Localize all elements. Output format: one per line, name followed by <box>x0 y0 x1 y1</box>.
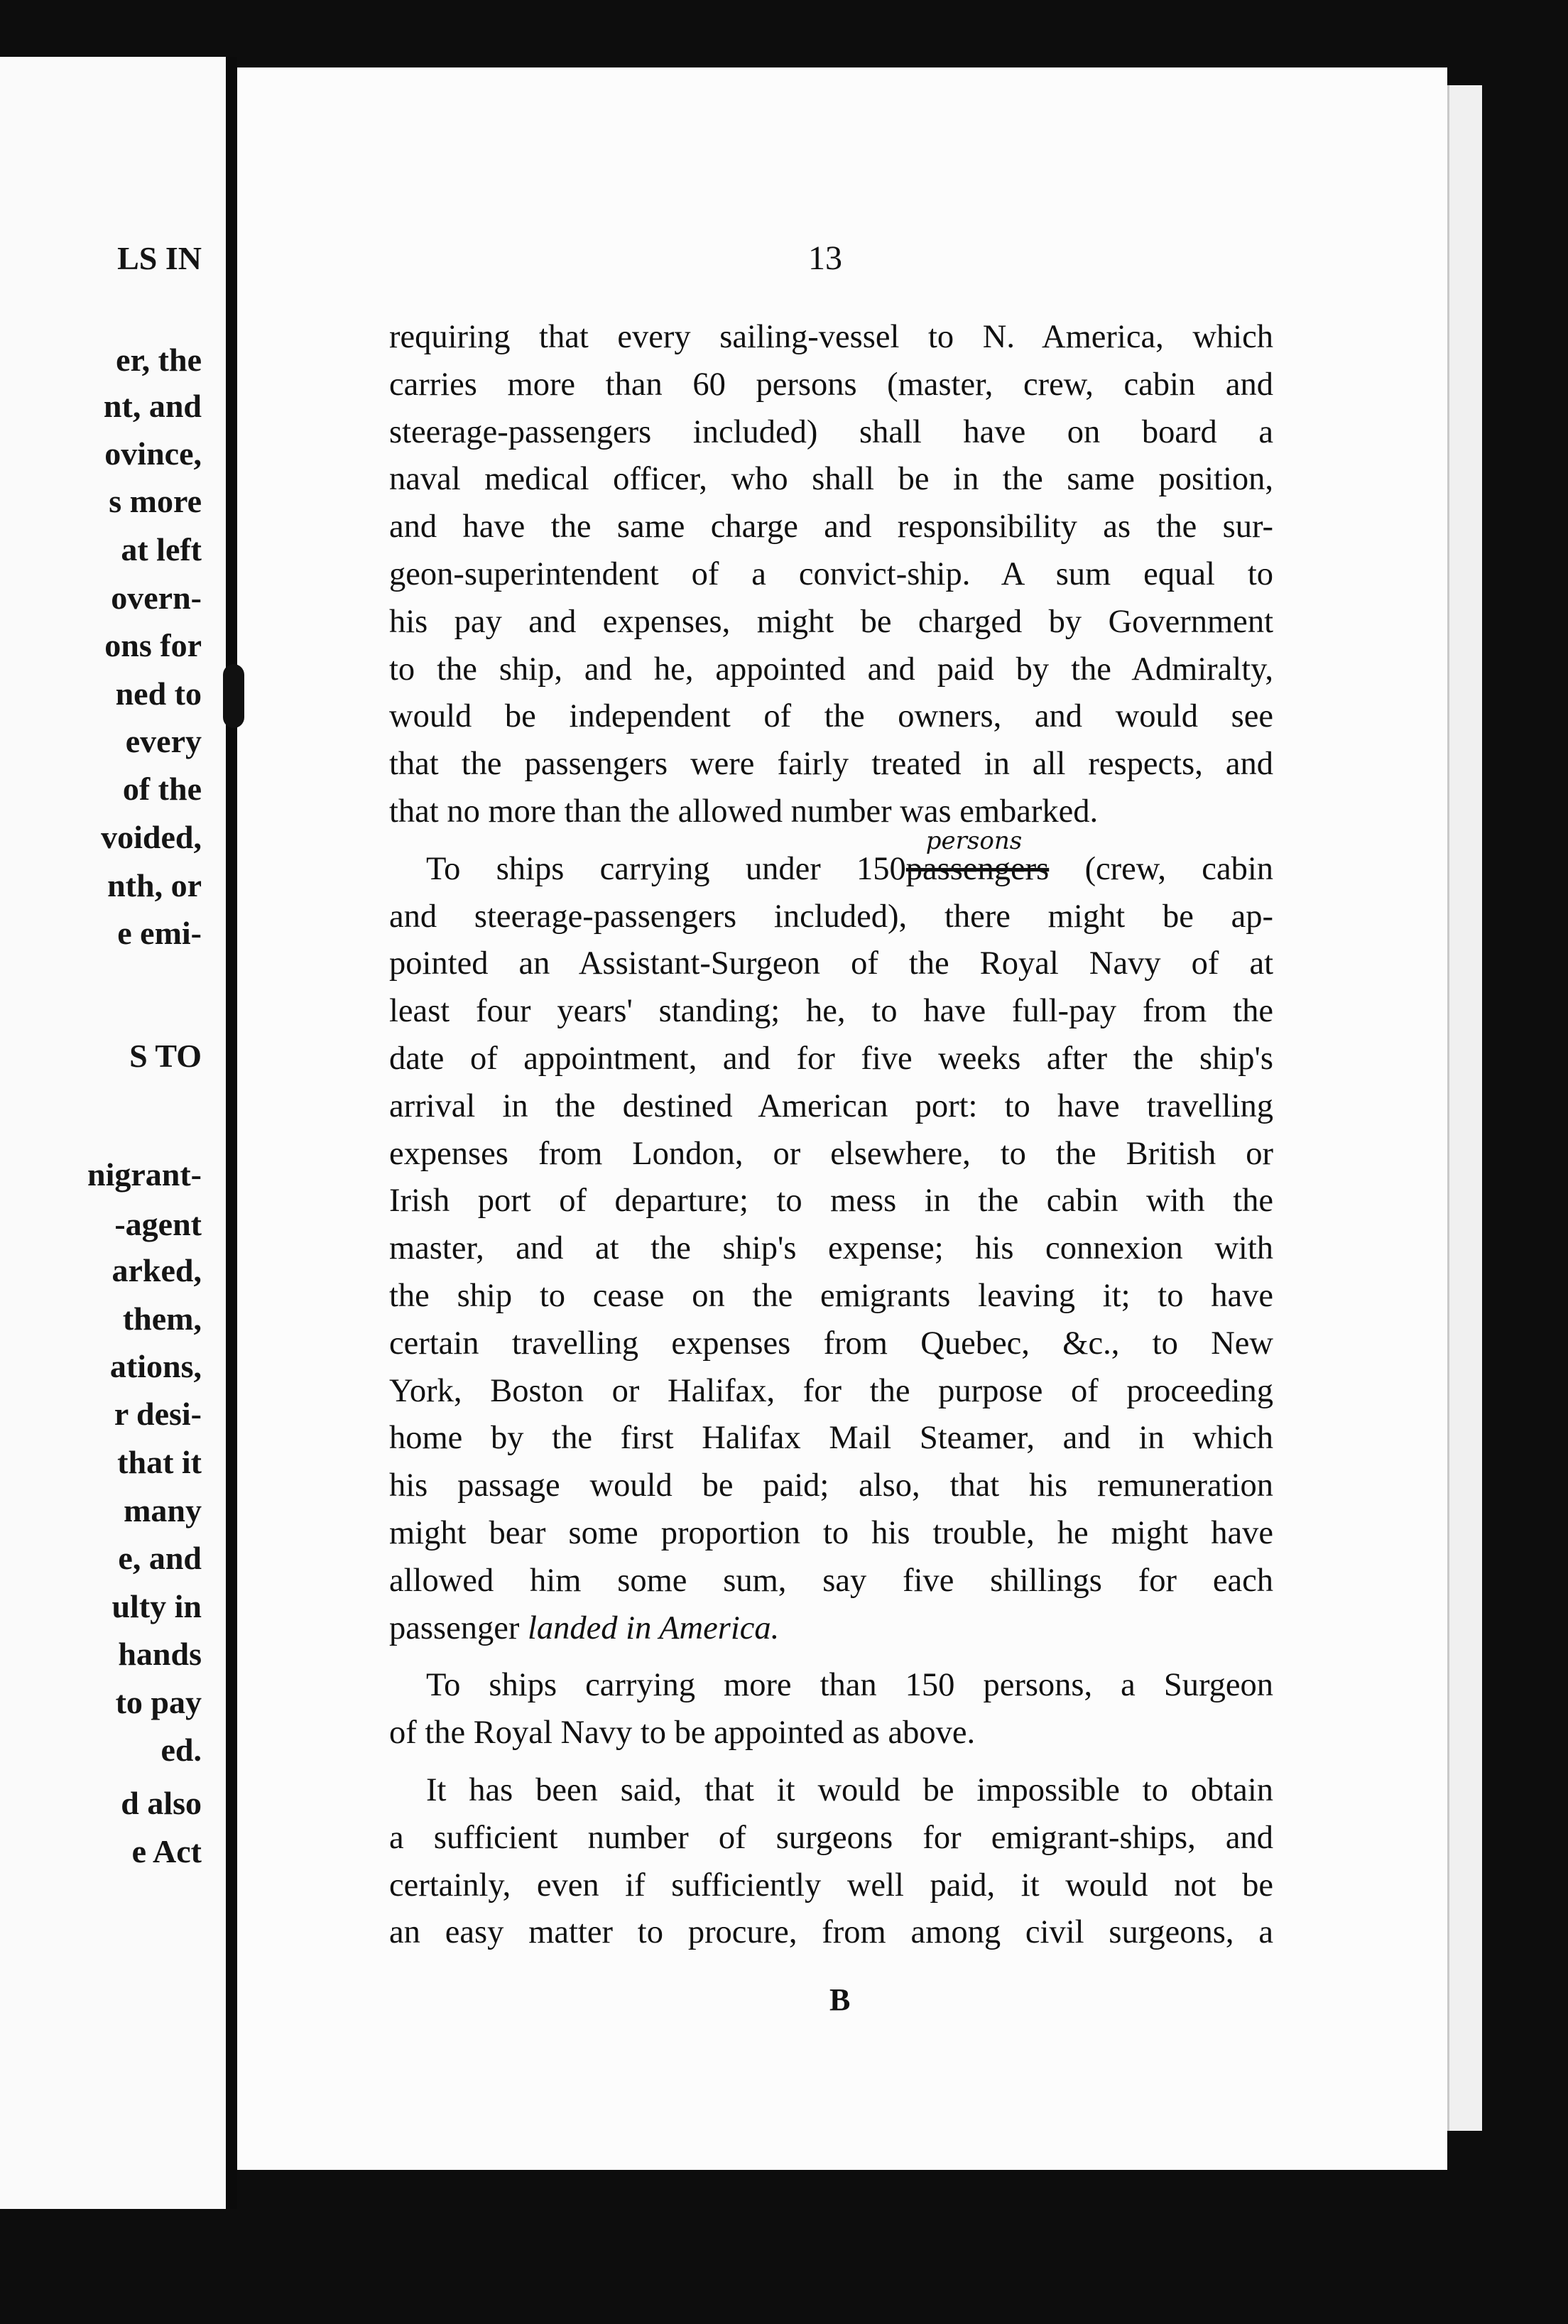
facing-page-line: at left <box>121 531 202 568</box>
struck-word: passengers <box>905 850 1050 887</box>
text-line: an easy matter to procure, from among civil surgeons, a <box>389 1914 1273 1951</box>
facing-page-line: ed. <box>160 1732 202 1768</box>
text-line: arrival in the destined American port: to have travelling <box>389 1087 1273 1124</box>
facing-page-fragment <box>0 57 226 2209</box>
text-line: certainly, even if sufficiently well paid, it would not be <box>389 1867 1273 1904</box>
line-end: (crew, cabin <box>1084 850 1274 887</box>
text-line: master, and at the ship's expense; his connexion with <box>389 1230 1273 1267</box>
text-line: his pay and expenses, might be charged by Government <box>389 603 1273 640</box>
facing-page-line: every <box>125 723 202 759</box>
paragraph-1 <box>389 314 1273 836</box>
text-line: and steerage-passengers included), there might be ap- <box>389 898 1273 935</box>
text-line: his passage would be paid; also, that his remuneration <box>389 1467 1273 1504</box>
facing-page-line: that it <box>117 1444 202 1480</box>
facing-page-line: voided, <box>101 819 202 855</box>
text-line: carries more than 60 persons (master, crew, cabin and <box>389 366 1273 403</box>
facing-page-line: S TO <box>129 1038 202 1074</box>
text-line: the ship to cease on the emigrants leaving it; to have <box>389 1277 1273 1314</box>
book-gutter <box>226 57 237 2209</box>
text-line: of the Royal Navy to be appointed as above. <box>389 1715 976 1752</box>
text-line: allowed him some sum, say five shillings for each <box>389 1562 1273 1599</box>
text-line: requiring that every sailing-vessel to N. America, which <box>389 319 1273 355</box>
facing-page-line: of the <box>122 771 202 807</box>
facing-page-line: to pay <box>115 1684 202 1720</box>
line-start: To ships carrying under 150 <box>426 850 906 887</box>
facing-page-line: many <box>124 1492 202 1528</box>
text-line: would be independent of the owners, and would see <box>389 698 1273 735</box>
handwritten-insert: persons <box>925 826 1023 855</box>
facing-page-line: ulty in <box>111 1588 202 1624</box>
text-line: pointed an Assistant-Surgeon of the Royal Navy of at <box>389 945 1273 982</box>
text-line <box>389 1605 1273 1653</box>
text-line: naval medical officer, who shall be in the same position, <box>389 461 1273 498</box>
facing-page-line: ons for <box>104 627 202 663</box>
text-line: that the passengers were fairly treated in all respects, and <box>389 746 1273 783</box>
text-line: Irish port of departure; to mess in the cabin with the <box>389 1183 1273 1220</box>
facing-page-line: e, and <box>118 1540 202 1576</box>
facing-page-line: er, the <box>116 342 202 378</box>
text-line <box>389 826 1274 894</box>
text-line: steerage-passengers included) shall have on board a <box>389 413 1273 450</box>
paragraph-2 <box>389 826 1274 1653</box>
facing-page-line: ovince, <box>104 435 202 472</box>
text-line: to the ship, and he, appointed and paid by the Admiralty, <box>389 651 1273 688</box>
text-line: might bear some proportion to his trouble, he might have <box>389 1514 1273 1551</box>
facing-page-line: nth, or <box>107 867 202 903</box>
facing-page-line: e emi- <box>117 915 202 951</box>
text-line: expenses from London, or elsewhere, to the British or <box>389 1135 1273 1172</box>
page-number: 13 <box>808 239 842 277</box>
facing-page-line: e Act <box>131 1833 202 1869</box>
facing-page-line: ations, <box>109 1348 202 1384</box>
italic-phrase: landed in America. <box>527 1609 780 1646</box>
facing-page-line: nigrant- <box>87 1156 202 1193</box>
text-line: and have the same charge and responsibility as the sur- <box>389 509 1273 545</box>
facing-page-line: them, <box>122 1301 202 1337</box>
text-line: home by the first Halifax Mail Steamer, and in which <box>389 1420 1273 1457</box>
text-line: that no more than the allowed number was embarked. <box>389 793 1099 830</box>
facing-page-line: -agent <box>114 1206 202 1242</box>
signature-mark: B <box>829 1982 851 2017</box>
text-line: geon-superintendent of a convict-ship. A sum equal to <box>389 555 1273 592</box>
facing-page-line: arked, <box>111 1252 202 1288</box>
facing-page-line: overn- <box>111 580 202 616</box>
paragraph-4 <box>389 1767 1273 1957</box>
facing-page-line: s more <box>109 483 202 519</box>
text-line: York, Boston or Halifax, for the purpose of proceeding <box>389 1372 1273 1409</box>
paragraph-3 <box>389 1662 1273 1757</box>
facing-page-line: ned to <box>115 675 202 712</box>
text-line: a sufficient number of surgeons for emigrant-ships, and <box>389 1819 1273 1856</box>
text-line: It has been said, that it would be impossible to obtain <box>426 1771 1273 1808</box>
correction <box>905 826 1050 894</box>
text-line: certain travelling expenses from Quebec, &c., to New <box>389 1325 1273 1362</box>
line-start: passenger <box>389 1609 520 1646</box>
text-line: least four years' standing; he, to have full-pay from the <box>389 993 1273 1030</box>
page-edge <box>1447 85 1482 2131</box>
facing-page-line: r desi- <box>114 1396 202 1432</box>
text-line: To ships carrying more than 150 persons, a Surgeon <box>426 1667 1273 1704</box>
facing-page-line: LS IN <box>117 240 202 276</box>
facing-page-line: hands <box>118 1636 202 1672</box>
facing-page-line: nt, and <box>103 388 202 424</box>
binding-hole <box>223 664 244 728</box>
text-line: date of appointment, and for five weeks after the ship's <box>389 1040 1273 1077</box>
body-text <box>389 314 1273 1957</box>
facing-page-line: d also <box>121 1785 202 1821</box>
